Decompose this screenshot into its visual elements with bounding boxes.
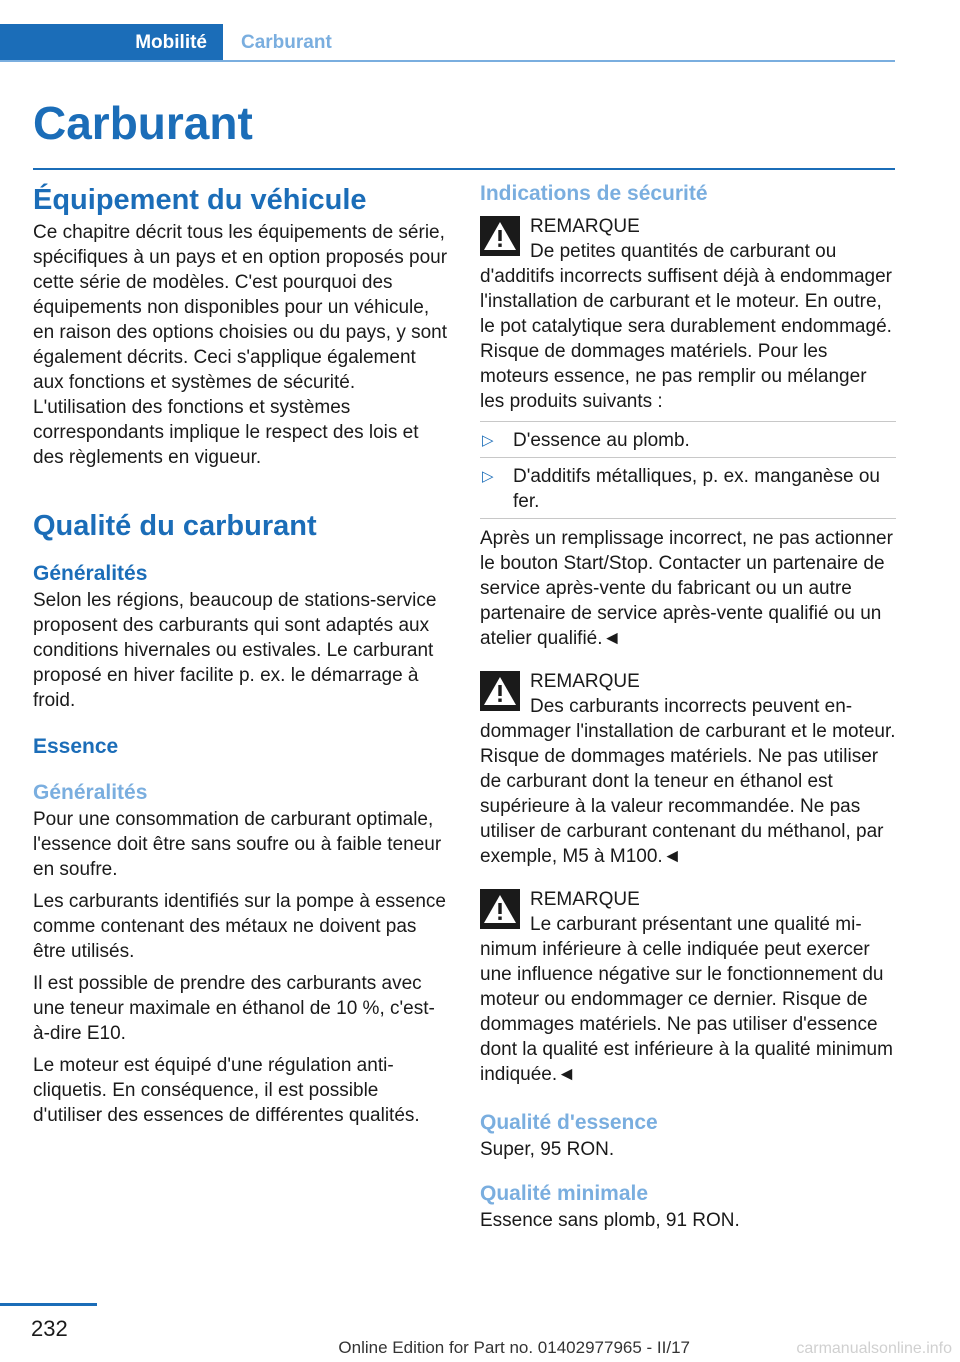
essence-quality-text: Super, 95 RON.	[480, 1139, 615, 1160]
section-fuel-quality-title: Qualité du carburant	[33, 510, 317, 542]
notice-text: dommager l'installation de carburant et le moteur. Risque de dommages matériels. Ne pas utiliser de carburant dont la teneur en éthanol est supérieure à la valeur recommandée. Ne pas utiliser de carburant contenant du méthanol, par exemple, M5 à M100.◄	[480, 721, 896, 867]
safety-title: Indications de sécurité	[480, 182, 708, 205]
notice-lead: Des carburants incorrects peuvent en-	[530, 696, 853, 717]
essence-general-title: Généralités	[33, 781, 148, 804]
header-divider	[0, 60, 895, 62]
tab-carburant[interactable]: Carburant	[241, 32, 332, 53]
notice-lead: Le carburant présentant une qualité mi-	[530, 914, 862, 935]
footer-edition: Online Edition for Part no. 01402977965 - II/17	[338, 1338, 690, 1357]
notice-text: nimum inférieure à celle indiquée peut exercer une influence négative sur le fonctionnement du moteur ou endommager ce dernier. Risque de dommages matériels. Ne pas utiliser d'essence dont la qualité est inférieure à la qualité minimum indiquée.◄	[480, 939, 893, 1085]
header-tabs	[0, 24, 348, 62]
page-title: Carburant	[33, 97, 253, 149]
page-number-rule	[0, 1303, 97, 1306]
notice-lead: De petites quantités de carburant ou	[530, 241, 837, 262]
notice-label: REMARQUE	[530, 889, 640, 910]
notice-2	[480, 669, 896, 869]
general-title: Généralités	[33, 562, 148, 585]
warning-triangle-icon	[480, 671, 520, 711]
general-text: Selon les régions, beaucoup de stations-service proposent des carburants qui sont adaptés aux conditions hivernales ou estivales. Le carburant proposé en hiver facilite p. ex. le démarrage à froid.	[33, 590, 437, 711]
essence-paragraph-1: Pour une consommation de carburant optimale, l'essence doit être sans soufre ou à faible teneur en soufre.	[33, 809, 442, 880]
list-item: ▷ D'additifs métalliques, p. ex. manganèse ou fer.	[480, 457, 896, 519]
section-equipment-title: Équipement du véhicule	[33, 184, 367, 216]
page-number: 232	[31, 1316, 68, 1341]
notice-1-after-text: Après un remplissage incorrect, ne pas actionner le bouton Start/Stop. Contacter un partenaire de service après-vente du fabricant ou un autre partenaire de service après-vente qualifié ou un atelier qualifié.◄	[480, 528, 893, 649]
essence-title: Essence	[33, 735, 119, 758]
warning-triangle-icon	[480, 216, 520, 256]
essence-paragraph-4: Le moteur est équipé d'une régulation anti-cliquetis. En conséquence, il est possible d'utiliser des essences de différentes qualités.	[33, 1055, 420, 1126]
essence-paragraph-3: Il est possible de prendre des carburants avec une teneur maximale en éthanol de 10 %, c'est-à-dire E10.	[33, 973, 435, 1044]
triangle-bullet-icon: ▷	[482, 432, 494, 449]
notice-1	[480, 214, 896, 414]
right-column	[480, 180, 896, 1240]
title-divider	[33, 168, 895, 170]
essence-quality-title: Qualité d'essence	[480, 1111, 658, 1134]
min-quality-title: Qualité minimale	[480, 1182, 649, 1205]
notice-label: REMARQUE	[530, 671, 640, 692]
warning-triangle-icon	[480, 889, 520, 929]
list-item: ▷ D'essence au plomb.	[480, 421, 896, 457]
left-column	[33, 180, 449, 1135]
tab-mobilite[interactable]: Mobilité	[0, 24, 223, 62]
notice-3	[480, 887, 896, 1087]
min-quality-text: Essence sans plomb, 91 RON.	[480, 1210, 740, 1231]
triangle-bullet-icon: ▷	[482, 468, 494, 485]
equipment-text: Ce chapitre décrit tous les équipements de série, spécifiques à un pays et en option proposés pour cette série de modèles. C'est pourquoi des équipements non disponibles pour un véhicule, en raison des options choisies ou du pays, y sont également décrits. Ceci s'applique également aux fonctions et systèmes de sécurité. L'utilisation des fonctions et systèmes correspondants implique le respect des lois et des règlements en vigueur.	[33, 222, 448, 468]
notice-label: REMARQUE	[530, 216, 640, 237]
bullet-list	[480, 421, 896, 519]
footer-watermark: carmanualsonline.info	[796, 1340, 952, 1357]
notice-text: d'additifs incorrects suffisent déjà à endommager l'installation de carburant et le moteur. En outre, le pot catalytique sera durablement endommagé. Risque de dommages matériels. Pour les moteurs essence, ne pas remplir ou mélanger les produits suivants :	[480, 266, 892, 412]
essence-paragraph-2: Les carburants identifiés sur la pompe à essence comme contenant des métaux ne doivent pas être utilisés.	[33, 891, 446, 962]
